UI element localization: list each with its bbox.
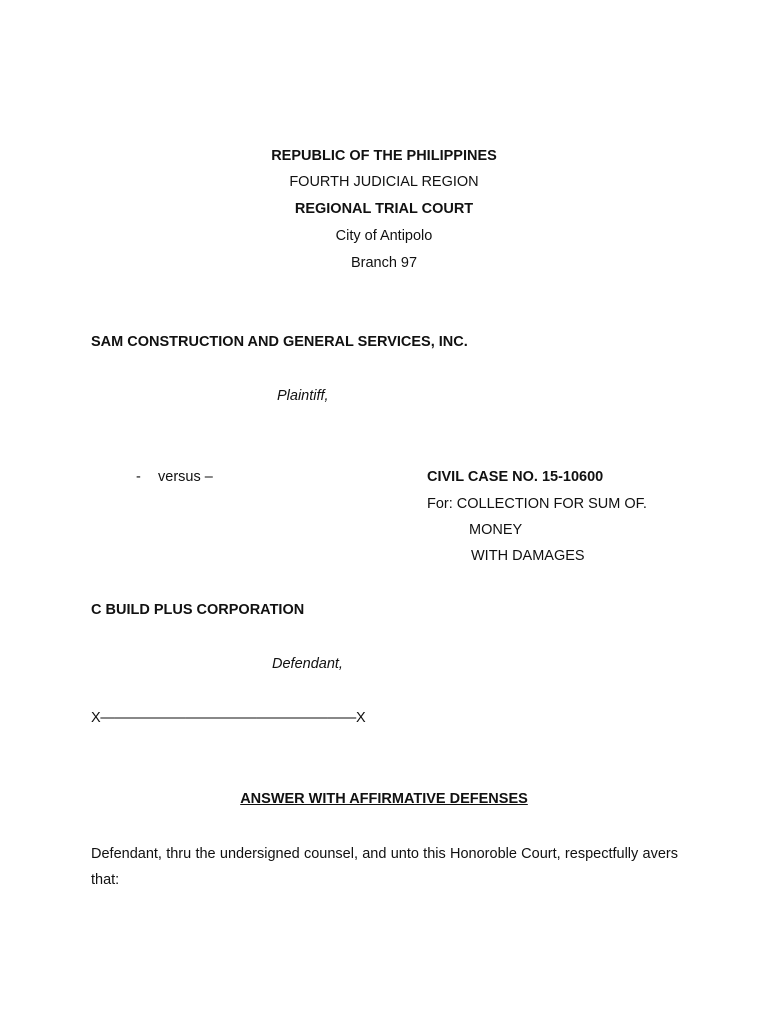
case-nature-line3: WITH DAMAGES: [471, 548, 585, 564]
judicial-region: FOURTH JUDICIAL REGION: [289, 174, 479, 190]
court-city: City of Antipolo: [335, 228, 433, 244]
court-name: REGIONAL TRIAL COURT: [294, 201, 474, 217]
case-number: CIVIL CASE NO. 15-10600: [427, 469, 604, 485]
document-title: ANSWER WITH AFFIRMATIVE DEFENSES: [240, 791, 528, 807]
versus-text: versus –: [158, 469, 213, 485]
case-nature-line1: For: COLLECTION FOR SUM OF.: [427, 496, 647, 512]
versus-dash: -: [136, 469, 141, 485]
caption-separator: X——————————————————X: [91, 710, 366, 726]
intro-paragraph: Defendant, thru the undersigned counsel, and unto this Honoroble Court, respectfully avers that:: [91, 846, 678, 888]
defendant-label: Defendant,: [272, 656, 343, 672]
republic-heading: REPUBLIC OF THE PHILIPPINES: [271, 148, 497, 164]
defendant-name: C BUILD PLUS CORPORATION: [91, 602, 305, 618]
court-branch: Branch 97: [350, 255, 418, 271]
plaintiff-name: SAM CONSTRUCTION AND GENERAL SERVICES, INC.: [91, 334, 468, 350]
case-nature-line2: MONEY: [469, 522, 523, 538]
plaintiff-label: Plaintiff,: [277, 388, 329, 404]
